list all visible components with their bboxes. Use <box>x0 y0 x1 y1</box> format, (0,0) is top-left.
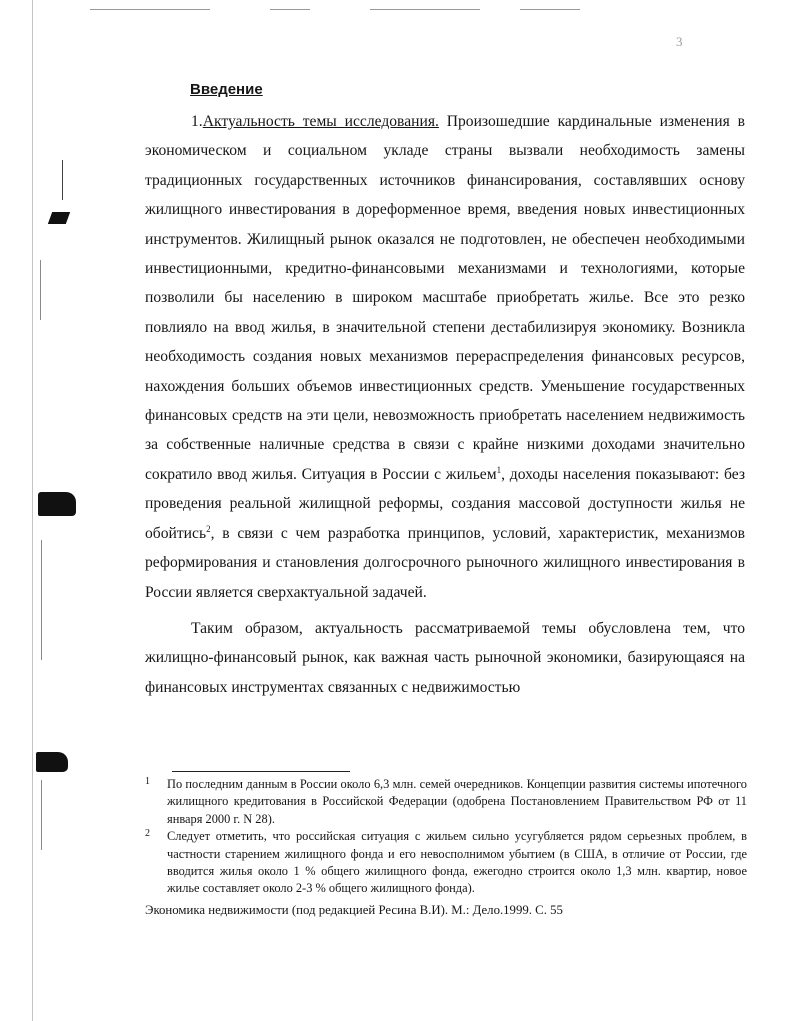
section-heading: Введение <box>190 81 263 98</box>
scan-margin-line <box>32 0 33 1021</box>
scan-margin-line <box>41 540 42 660</box>
source-reference: Экономика недвижимости (под редакцией Ресина В.И). М.: Дело.1999. С. 55 <box>145 902 563 917</box>
topic-relevance-label: Актуальность темы исследования. <box>202 113 439 130</box>
footnote-text: По последним данным в России около 6,3 млн. семей очередников. Концепции развития системы ипотечного жилищного кредитования в Российской Федерации (одобрена Постановлением Правительством РФ от 11 января 2000 г. N 28). <box>167 777 747 826</box>
footnote-separator <box>172 771 350 772</box>
footnote-number: 2 <box>145 828 150 840</box>
scan-margin-line <box>40 260 41 320</box>
paragraph-1-text-c: , в связи с чем разработка принципов, условий, характеристик, механизмов реформирования и становления долгосрочного рыночного жилищного инвестирования в России является сверхактуальной задачей. <box>145 524 745 601</box>
footnote-2 <box>145 828 747 898</box>
binder-hole-mark <box>48 212 70 224</box>
footnotes <box>145 776 747 919</box>
scan-edge-line <box>520 9 580 10</box>
page-number: 3 <box>676 34 683 49</box>
footnote-text: Следует отметить, что российская ситуация с жильем сильно усугубляется рядом серьезных проблем, в частности старением жилищного фонда и его невосполнимом убытием (в США, в отличие от России, где вводится жилья около 1 % общего жилищного фонда, ежегодно строится около 1,3 млн. квартир, новое жилье составляет около 2-3 % общего жилищного фонда). <box>167 829 747 896</box>
scan-margin-line <box>62 160 63 200</box>
body-text <box>145 107 745 702</box>
paragraph-1-text-a: Произошедшие кардинальные изменения в экономическом и социальном укладе страны вызвали необходимость замены традиционных государственных источников финансирования, составлявших основу жилищного инвестирования в дореформенное время, введения новых инвестиционных инструментов. Жилищный рынок оказался не подготовлен, не обеспечен необходимыми инвестиционными, кредитно-финансовыми механизмами и технологиями, которые позволили бы населению в широком масштабе приобретать жилье. Все это резко повлияло на ввод жилья, в значительной степени дестабилизируя экономику. Возникла необходимость создания новых механизмов перераспределения финансовых ресурсов, нахождения больших объемов инвестиционных средств. Уменьшение государственных финансовых средств на эти цели, невозможность приобретать населением недвижимость за собственные наличные средства в связи с крайне низкими доходами значительно сократило ввод жилья. Ситуация в России с жильем <box>145 113 745 483</box>
scan-edge-line <box>270 9 310 10</box>
paragraph-2-text: Таким образом, актуальность рассматриваемой темы обусловлена тем, что жилищно-финансовый рынок, как важная часть рыночной экономики, базирующаяся на финансовых инструментах связанных с недвижимостью <box>145 619 745 696</box>
binder-hole-mark <box>38 492 76 516</box>
paragraph-1-text-b: , доходы населения показывают: без проведения реальной жилищной реформы, создания массовой доступности жилья не обойтись <box>145 465 745 542</box>
footnote-ref-2: 2 <box>206 523 211 534</box>
paragraph-2 <box>145 614 745 702</box>
footnote-number: 1 <box>145 776 150 787</box>
scan-edge-line <box>370 9 480 10</box>
paragraph-1 <box>145 107 745 607</box>
scan-edge-line <box>90 9 210 10</box>
scan-margin-line <box>41 780 42 850</box>
paragraph-number: 1. <box>191 113 203 130</box>
footnote-ref-1: 1 <box>496 464 502 475</box>
binder-hole-mark <box>36 752 68 772</box>
footnote-1 <box>145 776 747 828</box>
